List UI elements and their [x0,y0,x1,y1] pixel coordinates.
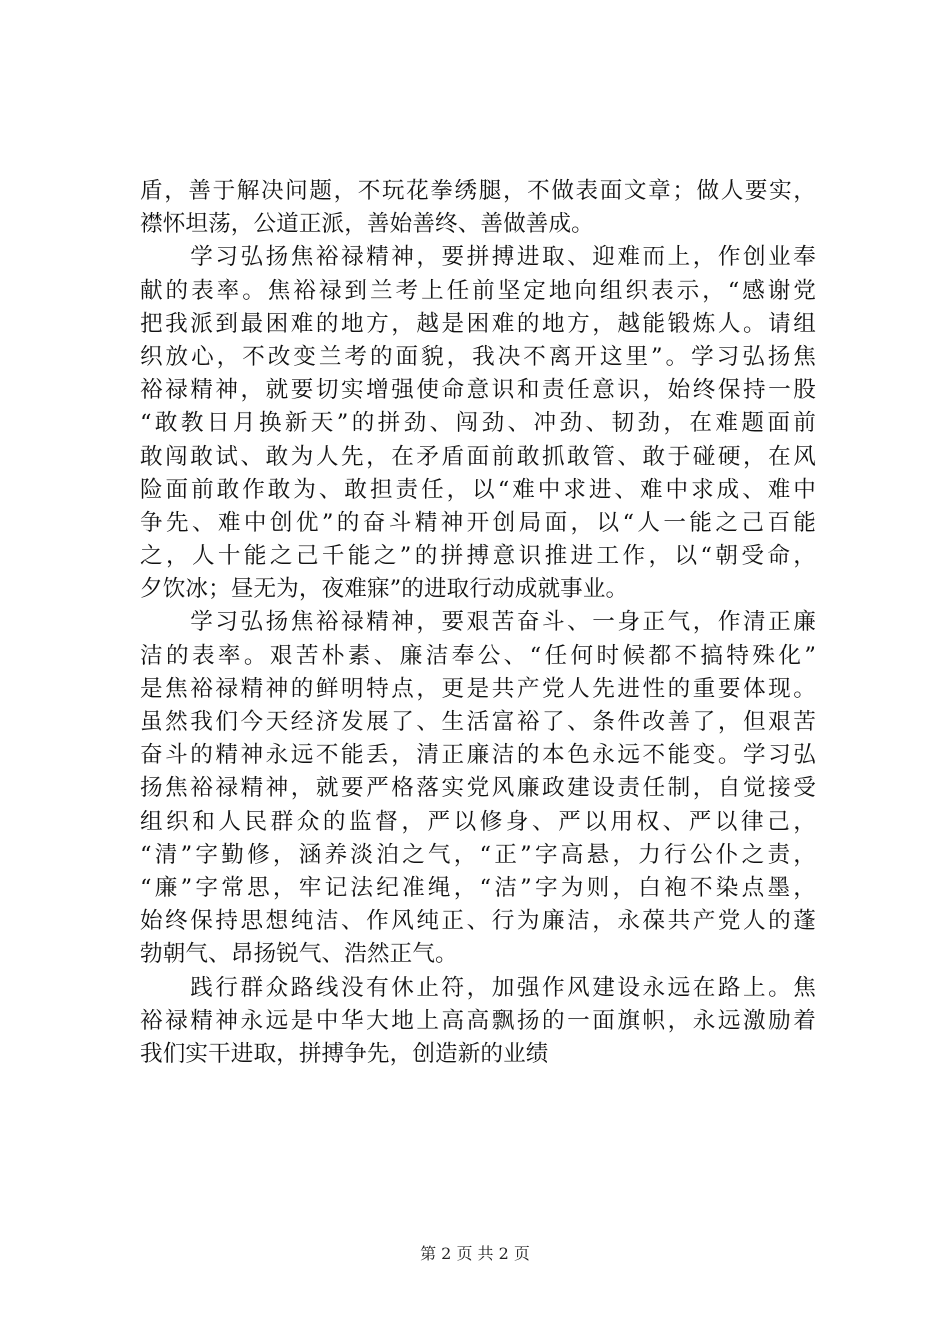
text-line: 敢闯敢试、敢为人先，在矛盾面前敢抓敢管、敢于碰硬，在风 [140,443,816,470]
text-line: 学习弘扬焦裕禄精神，要拼搏进取、迎难而上，作创业奉 [140,244,816,271]
text-line: 虽然我们今天经济发展了、生活富裕了、条件改善了，但艰苦 [140,709,816,735]
text-line: 组织和人民群众的监督，严以修身、严以用权、严以律己， [140,808,816,835]
text-line: “清”字勤修，涵养淡泊之气，“正”字高悬，力行公仆之责， [140,841,816,868]
text-line: 之，人十能之己千能之”的拼搏意识推进工作，以“朝受命， [140,543,816,570]
text-line: 是焦裕禄精神的鲜明特点，更是共产党人先进性的重要体现。 [140,675,816,702]
text-line: 裕禄精神永远是中华大地上高高飘扬的一面旗帜，永远激励着 [140,1007,816,1034]
body-text [140,175,816,1071]
text-line: “敢教日月换新天”的拼劲、闯劲、冲劲、韧劲，在难题面前 [140,410,816,437]
text-line: “廉”字常思，牢记法纪准绳，“洁”字为则，白袍不染点墨， [140,874,816,901]
text-line: 襟怀坦荡，公道正派，善始善终、善做善成。 [140,211,594,238]
page-footer: 第 2 页 共 2 页 [420,1244,530,1263]
text-line: 盾，善于解决问题，不玩花拳绣腿，不做表面文章；做人要实， [140,178,816,204]
text-line: 践行群众路线没有休止符，加强作风建设永远在路上。焦 [140,974,816,1001]
text-line: 勃朝气、昂扬锐气、浩然正气。 [140,941,458,968]
text-line: 险面前敢作敢为、敢担责任，以“难中求进、难中求成、难中 [140,476,816,503]
text-line: 我们实干进取，拼搏争先，创造新的业绩 [140,1040,549,1067]
text-line: 学习弘扬焦裕禄精神，要艰苦奋斗、一身正气，作清正廉 [140,609,816,636]
text-line: 争先、难中创优”的奋斗精神开创局面，以“人一能之己百能 [140,509,816,536]
text-line: 献的表率。焦裕禄到兰考上任前坚定地向组织表示，“感谢党 [140,277,816,304]
text-line: 把我派到最困难的地方，越是困难的地方，越能锻炼人。请组 [140,310,816,337]
text-line: 夕饮冰；昼无为，夜难寐”的进取行动成就事业。 [140,576,629,603]
text-line: 裕禄精神，就要切实增强使命意识和责任意识，始终保持一股 [140,377,816,404]
text-line: 扬焦裕禄精神，就要严格落实党风廉政建设责任制，自觉接受 [140,775,816,802]
text-line: 始终保持思想纯洁、作风纯正、行为廉洁，永葆共产党人的蓬 [140,908,816,935]
text-line: 织放心，不改变兰考的面貌，我决不离开这里”。学习弘扬焦 [140,343,816,370]
text-line: 奋斗的精神永远不能丢，清正廉洁的本色永远不能变。学习弘 [140,742,816,769]
text-line: 洁的表率。艰苦朴素、廉洁奉公、“任何时候都不搞特殊化” [140,642,816,669]
